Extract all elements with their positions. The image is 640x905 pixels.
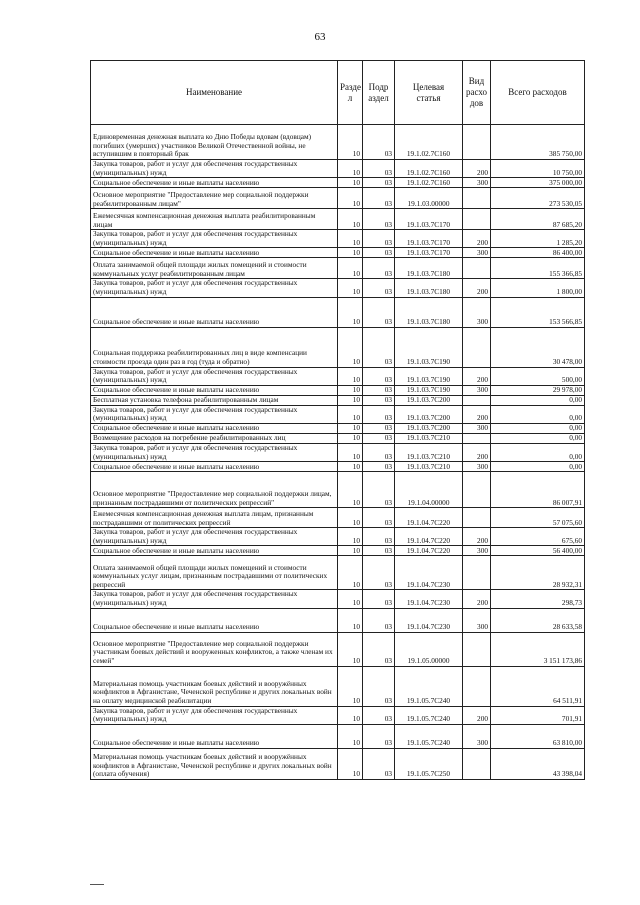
- table-row: [91, 423, 585, 433]
- header-total: Всего расходов: [491, 61, 585, 125]
- table-row: [91, 385, 585, 395]
- cell-name: Закупка товаров, работ и услуг для обеспечения государственных (муниципальных) нужд: [91, 405, 338, 423]
- cell-expense-type: 300: [463, 608, 491, 632]
- cell-name: Социальное обеспечение и иные выплаты населению: [91, 178, 338, 188]
- table-row: [91, 405, 585, 423]
- cell-subsection: 03: [363, 443, 395, 461]
- cell-name: Ежемесячная компенсационная денежная выплата лицам, признанным пострадавшими от политических репрессий: [91, 508, 338, 528]
- cell-expense-type: 300: [463, 385, 491, 395]
- cell-subsection: 03: [363, 160, 395, 178]
- cell-target: 19.1.03.7С190: [395, 327, 463, 367]
- cell-name: Социальное обеспечение и иные выплаты населению: [91, 724, 338, 748]
- cell-section: 10: [338, 443, 363, 461]
- table-row: [91, 433, 585, 443]
- table-row: [91, 125, 585, 160]
- cell-section: 10: [338, 423, 363, 433]
- cell-expense-type: 300: [463, 462, 491, 472]
- table-row: [91, 178, 585, 188]
- cell-name: Социальное обеспечение и иные выплаты населению: [91, 248, 338, 258]
- cell-target: 19.1.04.7С230: [395, 608, 463, 632]
- cell-total: 0,00: [491, 462, 585, 472]
- cell-subsection: 03: [363, 546, 395, 556]
- cell-name: Бесплатная установка телефона реабилитированным лицам: [91, 395, 338, 405]
- cell-target: 19.1.03.7С170: [395, 230, 463, 248]
- cell-section: 10: [338, 632, 363, 666]
- cell-expense-type: 300: [463, 297, 491, 327]
- cell-total: 0,00: [491, 405, 585, 423]
- cell-subsection: 03: [363, 279, 395, 297]
- cell-section: 10: [338, 666, 363, 706]
- budget-table: [90, 60, 585, 780]
- cell-total: 64 511,91: [491, 666, 585, 706]
- cell-section: 10: [338, 188, 363, 209]
- cell-target: 19.1.05.7С240: [395, 666, 463, 706]
- cell-name: Социальное обеспечение и иные выплаты населению: [91, 546, 338, 556]
- cell-name: Возмещение расходов на погребение реабилитированных лиц: [91, 433, 338, 443]
- cell-target: 19.1.04.7С230: [395, 556, 463, 590]
- cell-name: Закупка товаров, работ и услуг для обеспечения государственных (муниципальных) нужд: [91, 160, 338, 178]
- table-row: [91, 508, 585, 528]
- cell-name: Социальное обеспечение и иные выплаты населению: [91, 462, 338, 472]
- cell-subsection: 03: [363, 706, 395, 724]
- cell-total: 28 633,58: [491, 608, 585, 632]
- cell-expense-type: [463, 632, 491, 666]
- cell-total: 273 530,05: [491, 188, 585, 209]
- cell-expense-type: 200: [463, 279, 491, 297]
- cell-subsection: 03: [363, 472, 395, 508]
- table-row: [91, 472, 585, 508]
- table-row: [91, 666, 585, 706]
- cell-target: 19.1.03.7С170: [395, 248, 463, 258]
- cell-total: 375 000,00: [491, 178, 585, 188]
- cell-target: 19.1.02.7С160: [395, 160, 463, 178]
- cell-name: Материальная помощь участникам боевых действий и вооружённых конфликтов в Афганистане, Чеченской республике и других локальных войн на оплату медицинской реабилитации: [91, 666, 338, 706]
- cell-section: 10: [338, 248, 363, 258]
- table-header-row: [91, 61, 585, 125]
- cell-section: 10: [338, 209, 363, 230]
- cell-total: 1 800,00: [491, 279, 585, 297]
- cell-total: 57 075,60: [491, 508, 585, 528]
- cell-target: 19.1.05.7С240: [395, 706, 463, 724]
- cell-subsection: 03: [363, 405, 395, 423]
- cell-section: 10: [338, 279, 363, 297]
- cell-target: 19.1.04.7С220: [395, 546, 463, 556]
- cell-target: 19.1.03.7С180: [395, 279, 463, 297]
- cell-total: 0,00: [491, 395, 585, 405]
- cell-target: 19.1.05.00000: [395, 632, 463, 666]
- table-row: [91, 297, 585, 327]
- cell-expense-type: [463, 433, 491, 443]
- cell-expense-type: 200: [463, 443, 491, 461]
- cell-section: 10: [338, 748, 363, 779]
- cell-expense-type: 200: [463, 230, 491, 248]
- cell-expense-type: 200: [463, 160, 491, 178]
- cell-section: 10: [338, 472, 363, 508]
- cell-expense-type: 300: [463, 724, 491, 748]
- cell-section: 10: [338, 178, 363, 188]
- cell-expense-type: 200: [463, 590, 491, 608]
- cell-subsection: 03: [363, 608, 395, 632]
- cell-total: 155 366,85: [491, 258, 585, 279]
- table-row: [91, 706, 585, 724]
- cell-expense-type: 300: [463, 248, 491, 258]
- cell-total: 500,00: [491, 367, 585, 385]
- cell-section: 10: [338, 528, 363, 546]
- cell-target: 19.1.03.7С190: [395, 385, 463, 395]
- cell-name: Ежемесячная компенсационная денежная выплата реабилитированным лицам: [91, 209, 338, 230]
- cell-name: Оплата занимаемой общей площади жилых помещений и стоимости коммунальных услуг лицам, признанным пострадавшими от политических репрессий: [91, 556, 338, 590]
- cell-section: 10: [338, 724, 363, 748]
- cell-name: Социальное обеспечение и иные выплаты населению: [91, 385, 338, 395]
- header-subsection: Подр аздел: [363, 61, 395, 125]
- cell-target: 19.1.03.7С200: [395, 395, 463, 405]
- cell-target: 19.1.03.7С200: [395, 405, 463, 423]
- table-row: [91, 632, 585, 666]
- table-row: [91, 327, 585, 367]
- cell-target: 19.1.02.7С160: [395, 125, 463, 160]
- table-row: [91, 462, 585, 472]
- table-row: [91, 248, 585, 258]
- table-row: [91, 608, 585, 632]
- cell-expense-type: 300: [463, 423, 491, 433]
- cell-section: 10: [338, 462, 363, 472]
- cell-total: 0,00: [491, 433, 585, 443]
- table-row: [91, 279, 585, 297]
- cell-target: 19.1.03.7С210: [395, 443, 463, 461]
- cell-subsection: 03: [363, 209, 395, 230]
- cell-total: 29 978,00: [491, 385, 585, 395]
- cell-name: Социальное обеспечение и иные выплаты населению: [91, 423, 338, 433]
- cell-total: 153 566,85: [491, 297, 585, 327]
- cell-expense-type: [463, 666, 491, 706]
- cell-total: 87 685,20: [491, 209, 585, 230]
- cell-expense-type: 200: [463, 706, 491, 724]
- header-target: Целевая статья: [395, 61, 463, 125]
- cell-section: 10: [338, 230, 363, 248]
- cell-target: 19.1.02.7С160: [395, 178, 463, 188]
- cell-total: 3 151 173,86: [491, 632, 585, 666]
- cell-name: Закупка товаров, работ и услуг для обеспечения государственных (муниципальных) нужд: [91, 590, 338, 608]
- cell-section: 10: [338, 160, 363, 178]
- cell-subsection: 03: [363, 125, 395, 160]
- cell-target: 19.1.03.7С180: [395, 297, 463, 327]
- cell-total: 0,00: [491, 443, 585, 461]
- cell-name: Материальная помощь участникам боевых действий и вооружённых конфликтов в Афганистане, Чеченской республике и других локальных войн (оплата обучения): [91, 748, 338, 779]
- cell-name: Закупка товаров, работ и услуг для обеспечения государственных (муниципальных) нужд: [91, 279, 338, 297]
- cell-name: Основное мероприятие "Предоставление мер социальной поддержки лицам, признанным пострадавшими от политических репрессий": [91, 472, 338, 508]
- cell-expense-type: [463, 209, 491, 230]
- table-row: [91, 188, 585, 209]
- cell-section: 10: [338, 395, 363, 405]
- cell-total: 43 398,04: [491, 748, 585, 779]
- cell-expense-type: [463, 748, 491, 779]
- cell-total: 701,91: [491, 706, 585, 724]
- cell-expense-type: 200: [463, 367, 491, 385]
- cell-section: 10: [338, 405, 363, 423]
- cell-name: Основное мероприятие "Предоставление мер социальной поддержки участникам боевых действий и вооруженных конфликтов, а также членам их семей": [91, 632, 338, 666]
- cell-section: 10: [338, 385, 363, 395]
- cell-target: 19.1.03.7С200: [395, 423, 463, 433]
- footer-mark: [90, 884, 104, 885]
- table-row: [91, 724, 585, 748]
- cell-expense-type: 300: [463, 178, 491, 188]
- cell-name: Закупка товаров, работ и услуг для обеспечения государственных (муниципальных) нужд: [91, 706, 338, 724]
- cell-subsection: 03: [363, 748, 395, 779]
- cell-target: 19.1.03.00000: [395, 188, 463, 209]
- cell-total: 385 750,00: [491, 125, 585, 160]
- cell-total: 28 932,31: [491, 556, 585, 590]
- cell-subsection: 03: [363, 590, 395, 608]
- cell-subsection: 03: [363, 385, 395, 395]
- cell-name: Единовременная денежная выплата ко Дню Победы вдовам (вдовцам) погибших (умерших) участников Великой Отечественной войны, не вступившим в повторный брак: [91, 125, 338, 160]
- cell-section: 10: [338, 327, 363, 367]
- cell-name: Социальная поддержка реабилитированных лиц в виде компенсации стоимости проезда один раз в год (туда и обратно): [91, 327, 338, 367]
- cell-subsection: 03: [363, 258, 395, 279]
- table-row: [91, 443, 585, 461]
- cell-name: Социальное обеспечение и иные выплаты населению: [91, 608, 338, 632]
- cell-subsection: 03: [363, 666, 395, 706]
- cell-expense-type: [463, 188, 491, 209]
- cell-section: 10: [338, 706, 363, 724]
- cell-expense-type: [463, 258, 491, 279]
- table-row: [91, 209, 585, 230]
- cell-target: 19.1.05.7С240: [395, 724, 463, 748]
- cell-subsection: 03: [363, 508, 395, 528]
- cell-expense-type: [463, 508, 491, 528]
- cell-target: 19.1.03.7С210: [395, 433, 463, 443]
- header-section: Разде л: [338, 61, 363, 125]
- cell-subsection: 03: [363, 462, 395, 472]
- cell-name: Социальное обеспечение и иные выплаты населению: [91, 297, 338, 327]
- cell-target: 19.1.04.7С220: [395, 508, 463, 528]
- cell-expense-type: [463, 556, 491, 590]
- cell-section: 10: [338, 556, 363, 590]
- cell-expense-type: [463, 472, 491, 508]
- cell-subsection: 03: [363, 528, 395, 546]
- cell-total: 30 478,00: [491, 327, 585, 367]
- cell-target: 19.1.04.00000: [395, 472, 463, 508]
- cell-subsection: 03: [363, 230, 395, 248]
- cell-subsection: 03: [363, 188, 395, 209]
- cell-target: 19.1.04.7С230: [395, 590, 463, 608]
- cell-total: 298,73: [491, 590, 585, 608]
- table-row: [91, 546, 585, 556]
- cell-subsection: 03: [363, 724, 395, 748]
- cell-total: 675,60: [491, 528, 585, 546]
- table-row: [91, 590, 585, 608]
- cell-expense-type: [463, 327, 491, 367]
- cell-total: 86 400,00: [491, 248, 585, 258]
- cell-target: 19.1.03.7С210: [395, 462, 463, 472]
- cell-subsection: 03: [363, 433, 395, 443]
- cell-section: 10: [338, 125, 363, 160]
- cell-name: Основное мероприятие "Предоставление мер социальной поддержки реабилитированным лицам": [91, 188, 338, 209]
- header-expense-type: Вид расхо дов: [463, 61, 491, 125]
- cell-subsection: 03: [363, 248, 395, 258]
- table-row: [91, 528, 585, 546]
- cell-name: Закупка товаров, работ и услуг для обеспечения государственных (муниципальных) нужд: [91, 367, 338, 385]
- table-row: [91, 748, 585, 779]
- cell-name: Оплата занимаемой общей площади жилых помещений и стоимости коммунальных услуг реабилитированным лицам: [91, 258, 338, 279]
- cell-target: 19.1.05.7С250: [395, 748, 463, 779]
- cell-expense-type: 200: [463, 528, 491, 546]
- cell-subsection: 03: [363, 297, 395, 327]
- table-row: [91, 367, 585, 385]
- cell-total: 86 007,91: [491, 472, 585, 508]
- cell-target: 19.1.03.7С180: [395, 258, 463, 279]
- cell-subsection: 03: [363, 423, 395, 433]
- cell-expense-type: 200: [463, 405, 491, 423]
- table-row: [91, 160, 585, 178]
- page-number: 63: [314, 31, 326, 43]
- table-row: [91, 258, 585, 279]
- cell-section: 10: [338, 508, 363, 528]
- cell-total: 10 750,00: [491, 160, 585, 178]
- table-row: [91, 556, 585, 590]
- header-name: Наименование: [91, 61, 338, 125]
- cell-section: 10: [338, 433, 363, 443]
- cell-total: 1 285,20: [491, 230, 585, 248]
- cell-expense-type: [463, 125, 491, 160]
- cell-section: 10: [338, 590, 363, 608]
- cell-target: 19.1.03.7С190: [395, 367, 463, 385]
- cell-target: 19.1.04.7С220: [395, 528, 463, 546]
- cell-section: 10: [338, 367, 363, 385]
- cell-name: Закупка товаров, работ и услуг для обеспечения государственных (муниципальных) нужд: [91, 443, 338, 461]
- cell-total: 63 810,00: [491, 724, 585, 748]
- cell-subsection: 03: [363, 395, 395, 405]
- cell-name: Закупка товаров, работ и услуг для обеспечения государственных (муниципальных) нужд: [91, 528, 338, 546]
- cell-subsection: 03: [363, 556, 395, 590]
- table-body: [91, 125, 585, 780]
- cell-section: 10: [338, 297, 363, 327]
- table-row: [91, 395, 585, 405]
- cell-section: 10: [338, 258, 363, 279]
- cell-total: 56 400,00: [491, 546, 585, 556]
- cell-total: 0,00: [491, 423, 585, 433]
- cell-subsection: 03: [363, 178, 395, 188]
- cell-name: Закупка товаров, работ и услуг для обеспечения государственных (муниципальных) нужд: [91, 230, 338, 248]
- table-row: [91, 230, 585, 248]
- cell-subsection: 03: [363, 367, 395, 385]
- cell-section: 10: [338, 608, 363, 632]
- cell-expense-type: 300: [463, 546, 491, 556]
- cell-target: 19.1.03.7С170: [395, 209, 463, 230]
- cell-section: 10: [338, 546, 363, 556]
- cell-subsection: 03: [363, 327, 395, 367]
- cell-subsection: 03: [363, 632, 395, 666]
- cell-expense-type: [463, 395, 491, 405]
